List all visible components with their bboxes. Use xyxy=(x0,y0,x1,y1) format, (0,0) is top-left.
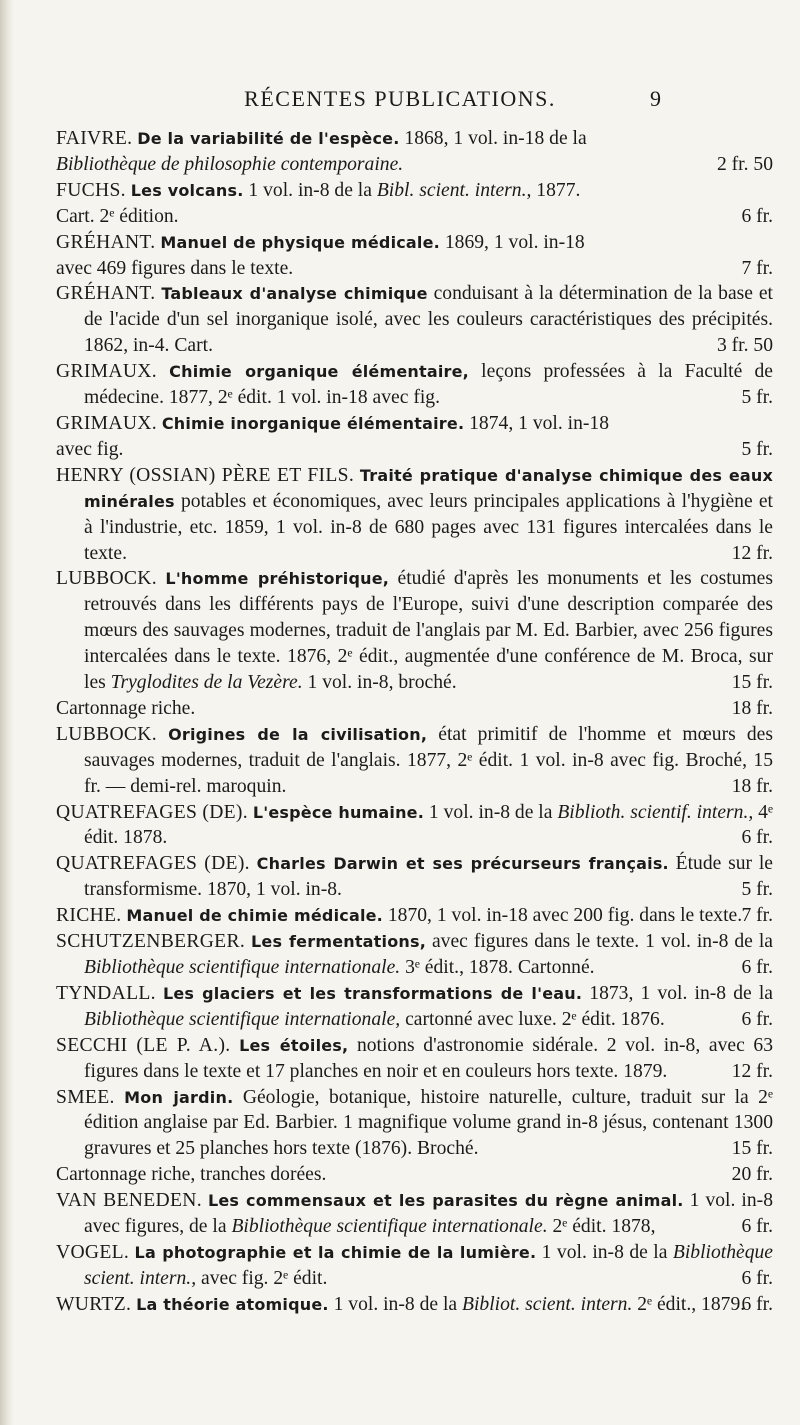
entry-text: 1 vol. in-8 avec figures, de la xyxy=(84,1190,773,1238)
entry-title: Les volcans. xyxy=(130,180,244,200)
entry-title: Manuel de physique médicale. xyxy=(160,232,440,252)
entry-note: avec fig. xyxy=(56,438,124,460)
list-item xyxy=(56,1292,773,1318)
entry-title: Origines de la civilisation, xyxy=(168,724,428,744)
entry-title: Traité pratique d'analyse chimique des eaux minérales xyxy=(84,465,773,511)
list-item xyxy=(56,1188,773,1240)
entry-title: Les glaciers et les transformations de l'eau. xyxy=(162,983,583,1003)
entry-author: GRIMAUX. xyxy=(56,412,157,434)
entry-text: Géologie, botanique, histoire naturelle, culture, traduit sur la 2ᵉ édition anglaise par Ed. Barbier. 1 magnifique volume grand in-8 jésus, contenant 1300 gravures et 25 planches hors texte (1876). Broché. xyxy=(84,1086,774,1160)
entry-author: WURTZ. xyxy=(56,1293,132,1315)
page-binding-shadow xyxy=(0,0,14,1425)
list-item xyxy=(56,1033,773,1085)
entry-text: 1870, 1 vol. in-18 avec 200 fig. dans le texte. xyxy=(382,905,743,927)
entry-title: Les fermentations, xyxy=(251,932,426,952)
entry-series: Tryglodites de la Vezère. xyxy=(110,672,303,694)
entry-price: 5 fr. xyxy=(741,387,773,409)
entry-title: De la variabilité de l'espèce. xyxy=(137,129,400,148)
entry-author: LUBBOCK. xyxy=(56,568,157,590)
running-title: RÉCENTES PUBLICATIONS. xyxy=(244,86,556,111)
entry-title: Chimie organique élémentaire, xyxy=(169,362,469,382)
entry-price: 12 fr. xyxy=(731,1060,773,1082)
entry-price: 6 fr. xyxy=(741,1216,773,1238)
entry-note: Cart. 2ᵉ édition. xyxy=(56,205,179,227)
entry-series: Bibliothèque scientifique internationale. xyxy=(231,1216,548,1238)
entry-author: FAIVRE. xyxy=(56,128,133,149)
entry-text: 1 vol. in-8 de la xyxy=(328,1293,463,1315)
entry-text: conduisant à la détermination de la base et de l'acide d'un sel inorganique isolé, avec les couleurs caractéristiques des précipités. 1862, in-4. Cart. xyxy=(84,283,773,357)
entry-text: 1874, 1 vol. in-18 xyxy=(464,412,610,434)
entry-text: état primitif de l'homme et mœurs des sauvages modernes, traduit de l'anglais. 1877, 2ᵉ édit. 1 vol. in-8 avec fig. Broché, 15 fr. — demi-rel. maroquin. xyxy=(84,723,774,797)
entry-note: avec 469 figures dans le texte. xyxy=(56,257,294,279)
list-item xyxy=(56,800,773,852)
entry-text: Étude sur le transformisme. 1870, 1 vol. in-8. xyxy=(84,853,773,901)
entry-text: 1 vol. in-8 de la xyxy=(536,1241,673,1263)
page-header xyxy=(0,86,800,112)
entry-text: 4ᵉ édit. 1878. xyxy=(84,801,773,849)
entry-price: 12 fr. xyxy=(731,542,773,564)
entry-note: Cartonnage riche, tranches dorées. xyxy=(56,1164,327,1186)
entry-price: 18 fr. xyxy=(731,775,773,797)
entry-price: 7 fr. xyxy=(741,905,773,927)
entry-text: 1873, 1 vol. in-8 de la xyxy=(582,982,773,1004)
list-item xyxy=(56,1240,773,1292)
entry-price: 6 fr. xyxy=(741,1293,773,1315)
page-number: 9 xyxy=(650,86,661,111)
entry-note: Cartonnage riche. xyxy=(56,697,196,719)
list-item xyxy=(56,566,773,721)
entry-title: Tableaux d'analyse chimique xyxy=(161,284,428,304)
entry-text: 3ᵉ édit., 1878. Cartonné. xyxy=(400,957,595,978)
entry-text: 2ᵉ édit. 1878, xyxy=(547,1216,656,1238)
list-item xyxy=(56,981,773,1033)
entry-title: La théorie atomique. xyxy=(136,1294,329,1314)
entry-price: 6 fr. xyxy=(741,1267,773,1289)
entry-price: 5 fr. xyxy=(741,879,773,901)
entry-price: 6 fr. xyxy=(741,827,773,849)
list-item xyxy=(56,929,773,981)
entry-series: Bibl. scient. intern., xyxy=(376,179,532,201)
entry-title: Mon jardin. xyxy=(124,1087,234,1107)
entry-text: avec fig. 2ᵉ édit. xyxy=(196,1267,328,1289)
list-item xyxy=(56,1085,773,1189)
entry-title: Manuel de chimie médicale. xyxy=(126,906,383,926)
entry-series: Biblioth. scientif. intern., xyxy=(557,801,754,823)
entry-series: Bibliot. scient. intern. xyxy=(462,1293,633,1315)
entry-price: 2 fr. 50 xyxy=(716,153,773,175)
publication-list xyxy=(56,126,773,1318)
entry-title: Chimie inorganique élémentaire. xyxy=(161,413,465,433)
entry-text: leçons professées à la Faculté de médecine. 1877, 2ᵉ édit. 1 vol. in-18 avec fig. xyxy=(84,361,773,409)
entry-text: 1868, 1 vol. in-18 de la xyxy=(399,128,587,149)
entry-author: SECCHI (LE P. A.). xyxy=(56,1034,231,1056)
list-item xyxy=(56,851,773,903)
list-item xyxy=(56,230,773,282)
entry-series: Bibliothèque de philosophie contemporaine. xyxy=(56,153,404,175)
entry-price-alt: 20 fr. xyxy=(731,1164,773,1186)
entry-price: 5 fr. xyxy=(741,438,773,460)
entry-author: LUBBOCK. xyxy=(56,723,157,745)
entry-series: Bibliothèque scientifique internationale. xyxy=(84,957,401,978)
entry-series: Bibliothèque scient. intern., xyxy=(84,1241,773,1289)
entry-title: Charles Darwin et ses précurseurs français. xyxy=(256,854,669,874)
entry-author: VOGEL. xyxy=(56,1241,130,1263)
entry-price-alt: 18 fr. xyxy=(731,697,773,719)
entry-author: HENRY (OSSIAN) PÈRE ET FILS. xyxy=(56,464,355,486)
entry-author: FUCHS. xyxy=(56,179,126,201)
list-item xyxy=(56,178,773,230)
entry-text: 2ᵉ édit., 1879. xyxy=(632,1293,746,1315)
entry-author: GRÉHANT. xyxy=(56,231,156,253)
entry-text: cartonné avec luxe. 2ᵉ édit. 1876. xyxy=(400,1008,665,1030)
entry-text: 1 vol. in-8 de la xyxy=(424,801,558,823)
list-item xyxy=(56,463,773,567)
entry-author: VAN BENEDEN. xyxy=(56,1190,202,1212)
entry-price: 15 fr. xyxy=(731,672,773,694)
entry-price: 6 fr. xyxy=(741,205,773,227)
entry-text: notions d'astronomie sidérale. 2 vol. in-8, avec 63 figures dans le texte et 17 planches en noir et en couleurs hors texte. 1879. xyxy=(84,1034,773,1082)
entry-price: 6 fr. xyxy=(741,957,773,978)
entry-text: potables et économiques, avec leurs principales applications à l'hygiène et à l'industrie, etc. 1859, 1 vol. in-8 de 680 pages avec 131 figures intercalées dans le texte. xyxy=(84,490,773,564)
entry-title: L'homme préhistorique, xyxy=(165,569,390,589)
entry-author: TYNDALL. xyxy=(56,982,156,1004)
list-item xyxy=(56,126,773,178)
entry-price: 15 fr. xyxy=(731,1138,773,1160)
list-item xyxy=(56,359,773,411)
entry-author: SMEE. xyxy=(56,1086,115,1108)
entry-author: QUATREFAGES (DE). xyxy=(56,801,248,823)
entry-series: Bibliothèque scientifique internationale, xyxy=(84,1008,401,1030)
entry-author: SCHUTZENBERGER. xyxy=(56,931,246,953)
entry-title: L'espèce humaine. xyxy=(252,802,425,822)
entry-title: Les étoiles, xyxy=(239,1035,349,1055)
entry-text: 1 vol. in-8, broché. xyxy=(302,672,457,694)
list-item xyxy=(56,903,773,929)
entry-text: 1869, 1 vol. in-18 xyxy=(439,231,585,253)
list-item xyxy=(56,281,773,359)
list-item xyxy=(56,722,773,800)
entry-text: avec figures dans le texte. 1 vol. in-8 de la xyxy=(426,931,773,953)
entry-author: QUATREFAGES (DE). xyxy=(56,853,250,875)
entry-price: 6 fr. xyxy=(741,1008,773,1030)
entry-text: étudié d'après les monuments et les costumes retrouvés dans les différents pays de l'Europe, suivi d'une description comparée des mœurs des sauvages modernes, traduit de l'anglais par M. Ed. Barbier, avec 256 figures intercalées dans le texte. 1876, 2ᵉ édit., augmentée d'une conférence de M. Broca, sur les xyxy=(84,568,774,694)
entry-text: 1 vol. in-8 de la xyxy=(243,179,377,201)
entry-price: 7 fr. xyxy=(741,257,773,279)
entry-title: La photographie et la chimie de la lumière. xyxy=(134,1242,537,1262)
entry-price: 3 fr. 50 xyxy=(716,335,773,357)
entry-author: RICHE. xyxy=(56,905,122,927)
entry-author: GRÉHANT. xyxy=(56,283,156,305)
entry-text: 1877. xyxy=(531,179,581,201)
list-item xyxy=(56,411,773,463)
entry-author: GRIMAUX. xyxy=(56,361,157,383)
entry-title: Les commensaux et les parasites du règne animal. xyxy=(207,1191,684,1211)
